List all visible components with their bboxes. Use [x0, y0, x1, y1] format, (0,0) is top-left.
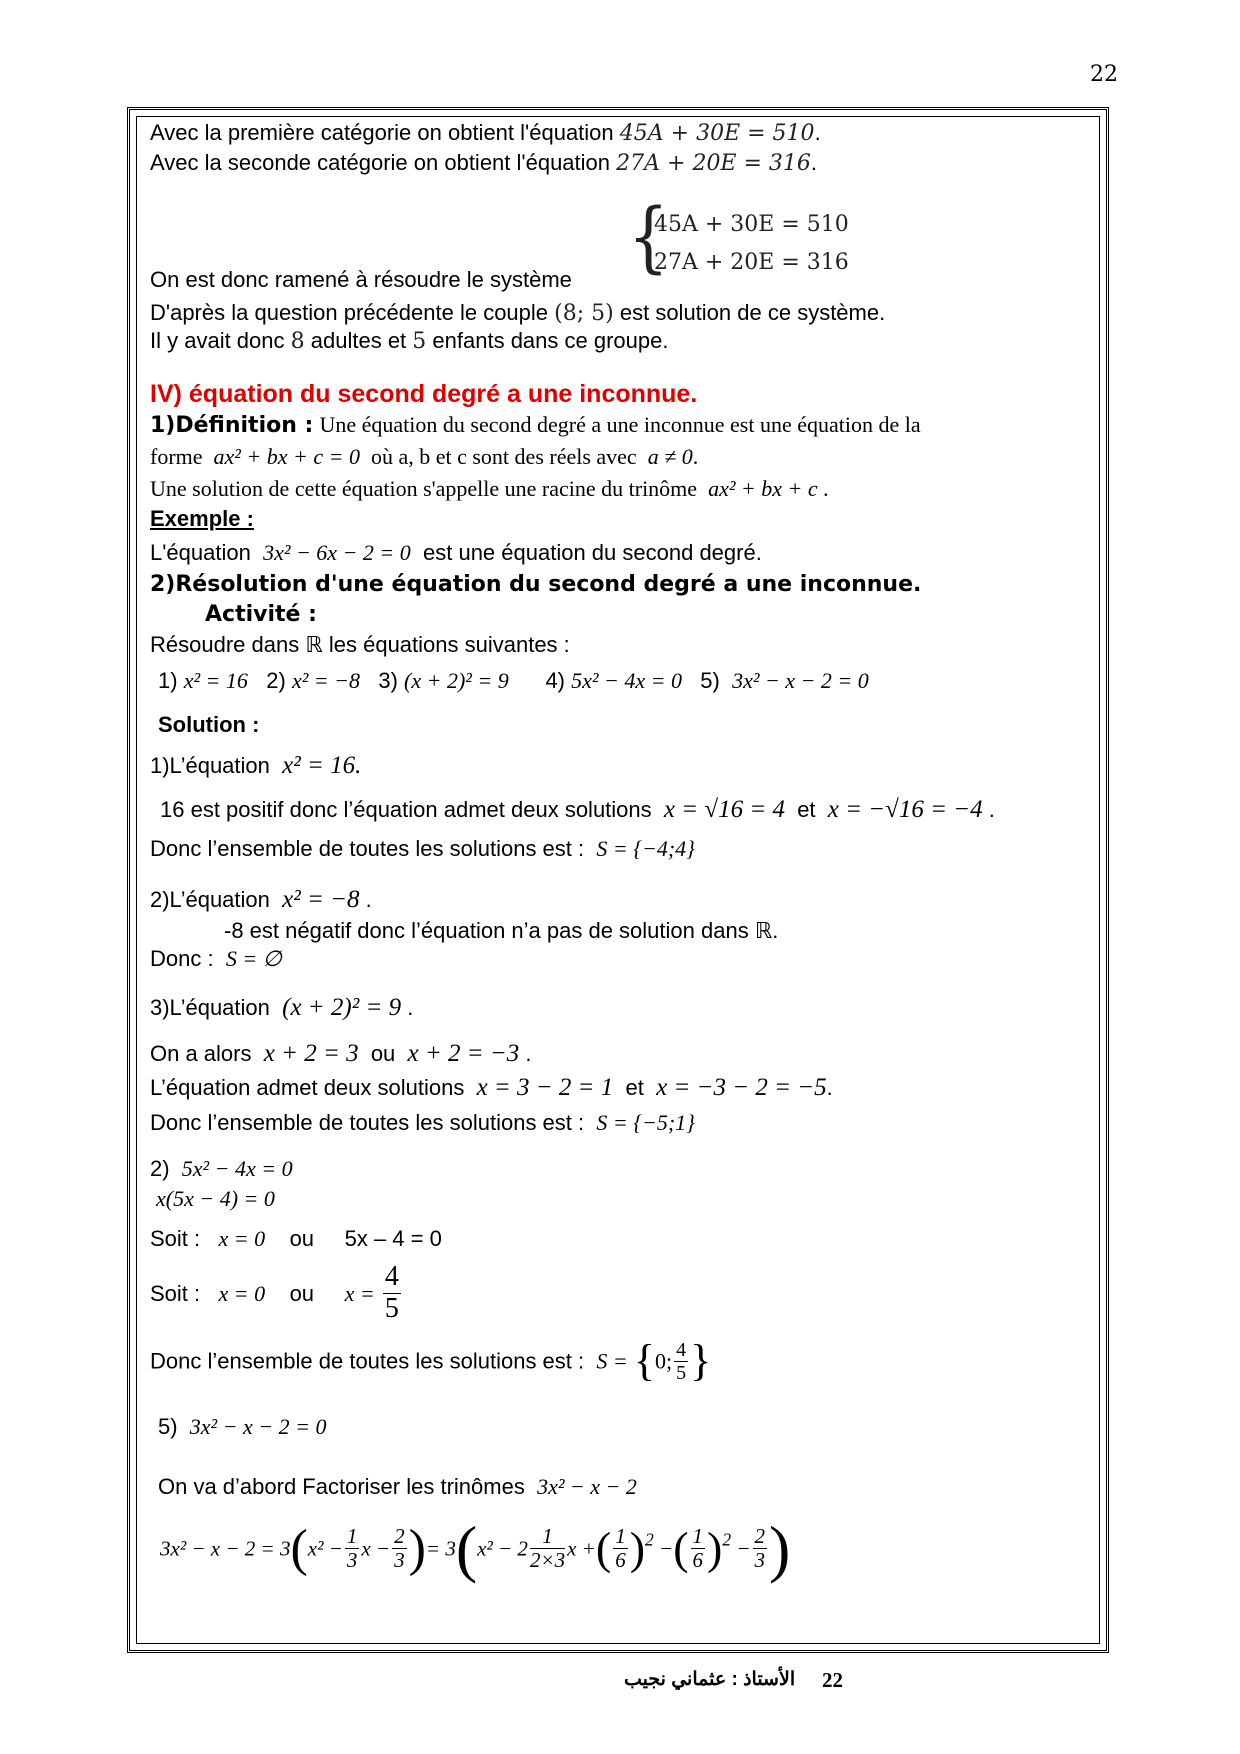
- s4-set: Donc l’ensemble de toutes les solutions est : S = {0; $\frac{4}{5}$ }: [150, 1336, 712, 1385]
- s2-set: Donc : S = ∅: [150, 946, 282, 971]
- activite-heading: Activité :: [205, 602, 317, 627]
- exercise-list: 1) x² = 16 2) x² = −8 3) (x + 2)² = 9 4) 5x² − 4x = 0 5) 3x² − x − 2 = 0: [158, 668, 869, 693]
- s5-text: On va d’abord Factoriser les trinômes 3x² − x − 2: [158, 1474, 637, 1499]
- definition-line-3: Une solution de cette équation s'appelle une racine du trinôme ax² + bx + c .: [150, 476, 829, 501]
- line-conclusion: Il y avait donc 8 adultes et 5 enfants dans ce groupe.: [150, 328, 669, 354]
- s2-intro: 2)L’équation x² = −8 .: [150, 886, 372, 913]
- exemple-label: Exemple :: [150, 506, 254, 531]
- line-second-category: Avec la seconde catégorie on obtient l'équation 27A + 20E = 316.: [150, 150, 818, 176]
- s3-text: L’équation admet deux solutions x = 3 − 2 = 1 et x = −3 − 2 = −5.: [150, 1074, 833, 1101]
- definition-line-1: 1)Définition : Une équation du second degré a une inconnue est une équation de la: [150, 412, 921, 438]
- s3-alors: On a alors x + 2 = 3 ou x + 2 = −3 .: [150, 1040, 532, 1067]
- exemple-line: L'équation 3x² − 6x − 2 = 0 est une équation du second degré.: [150, 540, 762, 565]
- section-title: IV) équation du second degré a une inconnue.: [150, 380, 698, 408]
- s4-soit-1: Soit : x = 0 ou 5x – 4 = 0: [150, 1226, 442, 1251]
- page-number-top: 22: [1090, 62, 1118, 87]
- line-first-category: Avec la première catégorie on obtient l'équation 45A + 30E = 510.: [150, 120, 821, 146]
- s3-intro: 3)L’équation (x + 2)² = 9 .: [150, 994, 414, 1021]
- resolution-heading: 2)Résolution d'une équation du second degré a une inconnue.: [150, 572, 922, 597]
- s3-set: Donc l’ensemble de toutes les solutions est : S = {−5;1}: [150, 1110, 695, 1135]
- s2-text: -8 est négatif donc l’équation n’a pas de solution dans ℝ.: [224, 918, 779, 943]
- footer-page-number: 22: [822, 1668, 843, 1692]
- line-couple: D'après la question précédente le couple (8; 5) est solution de ce système.: [150, 300, 886, 326]
- s1-set: Donc l’ensemble de toutes les solutions est : S = {−4;4}: [150, 836, 695, 861]
- footer-author: الأستاذ : عثماني نجيب: [624, 1669, 796, 1690]
- s5-factorisation: 3x² − x − 2 = 3(x² − $\frac{1}{3}$ x − $\frac{2}{3}$ )= 3(x² − 2 $\frac{1}{2\times 3}$ x +( $\frac{1}{6}$ )$^2$ −( $\frac{1}{6}$ )$^2$ − $\frac{2}{3}$ ): [160, 1513, 791, 1584]
- activite-intro: Résoudre dans ℝ les équations suivantes :: [150, 632, 570, 657]
- line-system: On est donc ramené à résoudre le système: [150, 267, 572, 292]
- s1-intro: 1)L’équation x² = 16.: [150, 752, 362, 779]
- s4-factored: x(5x − 4) = 0: [156, 1186, 275, 1211]
- s1-text: 16 est positif donc l’équation admet deux solutions x = √16 = 4 et x = −√16 = −4 .: [160, 796, 995, 823]
- s4-soit-2: Soit : x = 0 ou x = $\frac{4}{5}$: [150, 1261, 399, 1324]
- s5-eq: 5) 3x² − x − 2 = 0: [158, 1414, 327, 1439]
- solution-label: Solution :: [158, 712, 260, 737]
- definition-line-2: forme ax² + bx + c = 0 où a, b et c sont des réels avec a ≠ 0.: [150, 444, 699, 469]
- s4-eq: 2) 5x² − 4x = 0: [150, 1156, 293, 1181]
